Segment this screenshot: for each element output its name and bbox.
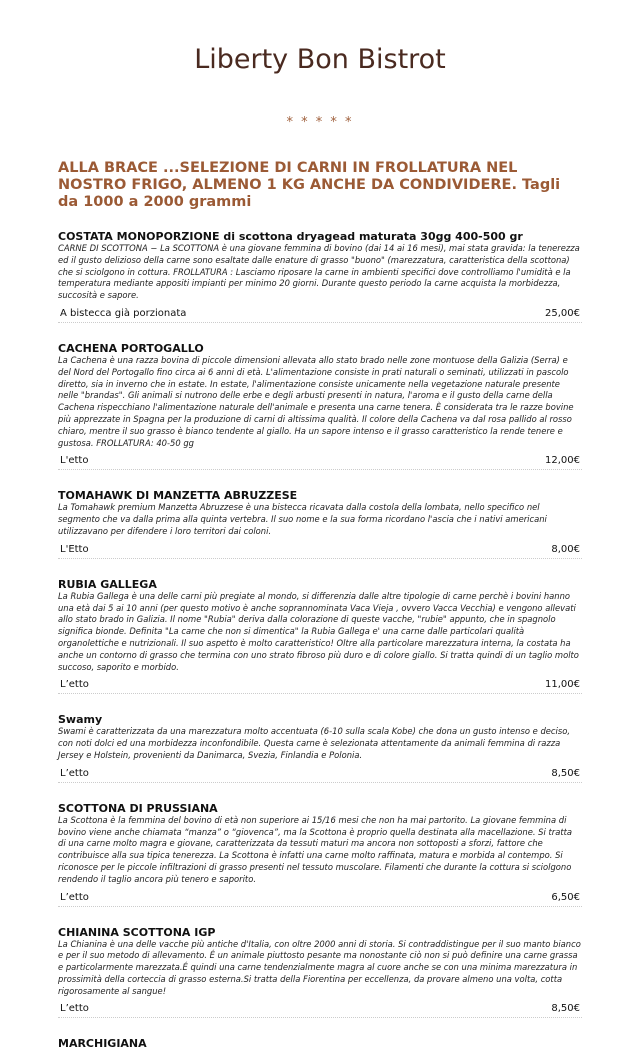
item-name: SCOTTONA DI PRUSSIANA (58, 801, 218, 815)
price: 11,00€ (545, 679, 580, 691)
item-name: CHIANINA SCOTTONA IGP (58, 925, 216, 939)
price-row (58, 1002, 582, 1018)
menu-item (58, 926, 582, 1019)
item-description: La Chianina è una delle vacche più antiche d'Italia, con oltre 2000 anni di storia. Si contraddistingue per il suo manto bianco e per il suo metodo di allevamento. É un animale piuttosto pesante ma nonostante ciò non si può definire una carne grassa e particolarmente marezzata.É quindi una carne tendenzialmente magra al cuore anche se con una minima marezzatura in prossimità della corteccia di grasso esterna.Si tratta della Fiorentina per eccellenza, da provare almeno una volta, cotta rigorosamente al sangue! (58, 938, 581, 996)
item-description: La Cachena è una razza bovina di piccole dimensioni allevata allo stato brado nelle zone montuose della Galizia (Serra) e del Nord del Portogallo fino circa ai 6 anni di età. L'alimentazione consiste in prati naturali o seminati, utilizzati in pascolo diretto, sia in inverno che in estate. In estate, l'alimentazione consiste unicamente nella vegetazione naturale presente nelle "brandas". Gli animali si nutrono delle erbe e degli arbusti presenti in natura, l'aroma e il gusto della carne della Cachena rispecchiano l'alimentazione naturale dell'animale e presenta una carne tenera. È considerata tra le razze bovine più apprezzate in Spagna per la produzione di carni di altissima qualità. Il colore della Cachena va dal rosa pallido al rosso chiaro, mentre il suo grasso è bianco tendente al giallo. Ha un sapore intenso e il grasso caratteristico la rende tenere e gustosa. FROLLATURA: 40-50 gg (58, 354, 574, 448)
price: 12,00€ (545, 455, 580, 467)
item-name: MARCHIGIANA (58, 1037, 147, 1050)
price-unit: L’etto (60, 891, 89, 903)
menu-items (58, 230, 582, 1018)
item-description: La Rubia Gallega è una delle carni più pregiate al mondo, si differenzia dalle altre tipologie di carne perchè i bovini hanno una età dai 5 ai 10 anni (per questo motivo è anche soprannominata Vaca Vieja , ovvero Vacca Vecchia) e vengono allevati allo stato brado in Galizia. Il nome "Rubia" deriva dalla colorazione di queste vacche, "rubie" appunto, che in spagnolo significa bionde. Definita "La carne che non si dimentica" la Rubia Gallega e' una carne dalle particolari qualità organolettiche e nutrizionali. Il suo aspetto è molto caratteristico! Oltre alla particolare marezzatura interna, la costata ha anche un contorno di grasso che termina con uno strato fibroso più duro e di colore giallo. Si tratta quindi di un taglio molto succoso, saporito e morbido. (58, 590, 579, 672)
menu-item (58, 230, 582, 323)
menu-item (58, 342, 582, 470)
price-unit: L'etto (60, 455, 89, 467)
item-name: TOMAHAWK DI MANZETTA ABRUZZESE (58, 489, 298, 503)
price-unit: L’etto (60, 767, 89, 779)
item-name: CACHENA PORTOGALLO (58, 341, 204, 355)
price-unit: A bistecca già porzionata (60, 307, 187, 319)
menu-item (58, 713, 582, 782)
price: 8,00€ (551, 543, 580, 555)
item-description: CARNE DI SCOTTONA − La SCOTTONA è una giovane femmina di bovino (dai 14 ai 16 mesi), mai stata gravida: la tenerezza ed il gusto delizioso della carne sono esaltate dalle enature di grasso "buono" (marezzatura, caratteristica della scottona) che si sciolgono in cottura. FROLLATURA : Lasciamo riposare la carne in ambienti specifici dove controlliamo l'umidità e la temperatura mediante appositi impianti per minimo 20 giorni. Durante questo periodo la carne acquista la morbidezza, succosità e sapore. (58, 243, 580, 301)
menu-item (58, 802, 582, 907)
price-unit: L’etto (60, 679, 89, 691)
price-row (58, 767, 582, 783)
menu-item (58, 1037, 582, 1050)
price: 25,00€ (545, 307, 580, 319)
item-description: Swami è caratterizzata da una marezzatura molto accentuata (6-10 sulla scala Kobe) che dona un gusto intenso e deciso, con noti dolci ed una morbidezza inconfondibile. Questa carne è selezionata attentamente da animali femmina di razza Jersey e Holstein, provenienti da Danimarca, Svezia, Finlandia e Polonia. (58, 726, 570, 760)
item-name: COSTATA MONOPORZIONE di scottona dryagead maturata 30gg 400-500 gr (58, 230, 523, 243)
price-row (58, 678, 582, 694)
price: 6,50€ (551, 891, 580, 903)
rating-stars: * * * * * (286, 115, 354, 130)
item-name: RUBIA GALLEGA (58, 577, 157, 591)
price: 8,50€ (551, 1003, 580, 1015)
price-row (58, 543, 582, 559)
price-row (58, 307, 582, 323)
section-heading: ALLA BRACE ...SELEZIONE DI CARNI IN FROLLATURA NEL NOSTRO FRIGO, ALMENO 1 KG ANCHE DA CONDIVIDERE. Tagli da 1000 a 2000 grammi (58, 160, 561, 210)
menu-item (58, 578, 582, 695)
price-row (58, 891, 582, 907)
restaurant-title: Liberty Bon Bistrot (194, 44, 446, 75)
price: 8,50€ (551, 767, 580, 779)
price-unit: L'Etto (60, 543, 89, 555)
menu-item (58, 489, 582, 558)
item-name: Swamy (58, 713, 103, 727)
item-description: La Scottona è la femmina del bovino di età non superiore ai 15/16 mesi che non ha mai partorito. La giovane femmina di bovino viene anche chiamata “manza” o “giovenca”, ma la Scottona è proprio quella destinata alla macellazione. Si tratta di una carne molto magra e giovane, caratterizzata da tessuti maturi ma ancora non sottoposti a sforzi, fattore che contribuisce alla sua tipica tenerezza. La Scottona è infatti una carne molto raffinata, matura e morbida al contempo. Si riconosce per le piccole infiltrazioni di grasso presenti nel tessuto muscolare. Filamenti che durante la cottura si sciolgono rendendo il taglio ancora più tenero e saporito. (58, 814, 573, 884)
item-description: La Tomahawk premium Manzetta Abruzzese è una bistecca ricavata dalla costola della lombata, nello specifico nel segmento che va dalla prima alla quinta vertebra. Il suo nome e la sua forma ricordano l'ascia che i nativi americani utilizzavano per difendere i loro territori dai coloni. (58, 502, 547, 536)
price-unit: L’etto (60, 1003, 89, 1015)
price-row (58, 454, 582, 470)
